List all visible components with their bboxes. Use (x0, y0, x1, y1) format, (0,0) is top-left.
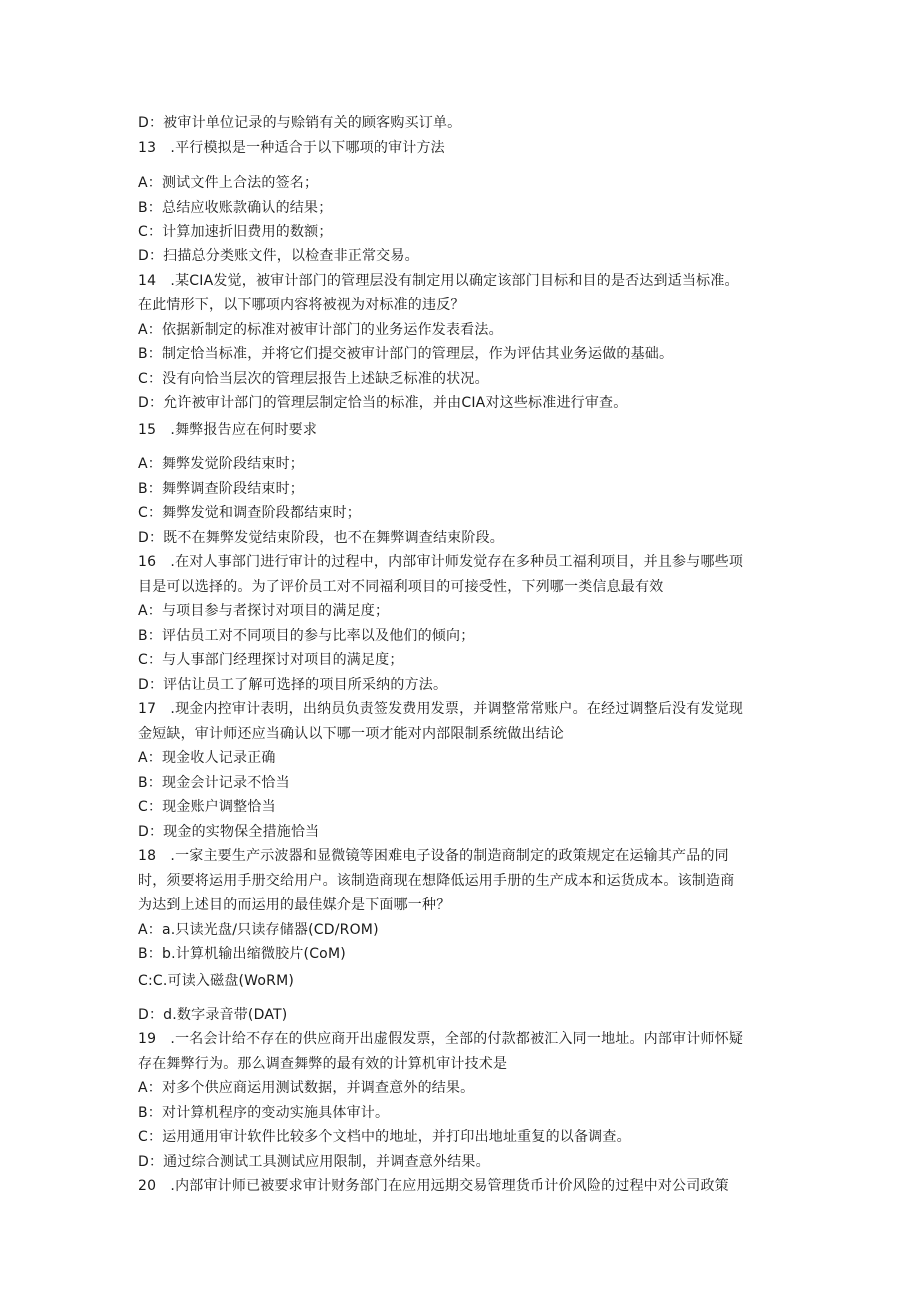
option-d-q13: D：扫描总分类账文件，以检查非正常交易。 (138, 248, 419, 264)
question-19-line-1: 19 .一名会计给不存在的供应商开出虚假发票，全部的付款都被汇入同一地址。内部审计师怀疑 (138, 1031, 744, 1047)
question-14-line-1: 14 .某CIA发觉，被审计部门的管理层没有制定用以确定该部门目标和目的是否达到适当标准。 (138, 273, 739, 289)
option-a-q17: A：现金收人记录正确 (138, 750, 276, 766)
option-c-q18: C:C.可读入磁盘(WoRM) (138, 973, 295, 989)
option-a-q14: A：依据新制定的标准对被审计部门的业务运作发表看法。 (138, 322, 503, 338)
question-13: 13 .平行模拟是一种适合于以下哪项的审计方法 (138, 140, 445, 156)
option-b-q19: B：对计算机程序的变动实施具体审计。 (138, 1105, 390, 1121)
question-18-line-3: 为达到上述目的而运用的最佳媒介是下面哪一种？ (138, 897, 451, 913)
question-19-line-2: 存在舞弊行为。那么调查舞弊的最有效的计算机审计技术是 (138, 1056, 508, 1072)
option-b-q15: B：舞弊调查阶段结束时； (138, 481, 305, 497)
question-17-line-1: 17 .现金内控审计表明，出纳员负责签发费用发票，并调整常常账户。在经过调整后没有发觉现 (138, 701, 744, 717)
option-c-q13: C：计算加速折旧费用的数额； (138, 224, 333, 240)
option-a-q19: A：对多个供应商运用测试数据，并调查意外的结果。 (138, 1080, 475, 1096)
option-d-q16: D：评估让员工了解可选择的项目所采纳的方法。 (138, 677, 448, 693)
question-15: 15 .舞弊报告应在何时要求 (138, 422, 318, 438)
question-17-line-2: 金短缺，审计师还应当确认以下哪一项才能对内部限制系统做出结论 (138, 726, 564, 742)
option-a-q13: A：测试文件上合法的签名； (138, 175, 319, 191)
option-d-q18: D：d.数字录音带(DAT) (138, 1007, 288, 1023)
option-c-q15: C：舞弊发觉和调查阶段都结束时； (138, 505, 361, 521)
question-16-line-1: 16 .在对人事部门进行审计的过程中，内部审计师发觉存在多种员工福利项目，并且参与哪些项 (138, 554, 744, 570)
option-d-q19: D：通过综合测试工具测试应用限制，并调查意外结果。 (138, 1154, 490, 1170)
option-b-q13: B：总结应收账款确认的结果； (138, 200, 333, 216)
option-c-q14: C：没有向恰当层次的管理层报告上述缺乏标准的状况。 (138, 371, 489, 387)
option-c-q16: C：与人事部门经理探讨对项目的满足度； (138, 652, 404, 668)
option-d-q17: D：现金的实物保全措施恰当 (138, 824, 320, 840)
option-d-q15: D：既不在舞弊发觉结束阶段，也不在舞弊调查结束阶段。 (138, 530, 504, 546)
question-20-line-1: 20 .内部审计师已被要求审计财务部门在应用远期交易管理货币计价风险的过程中对公司政策 (138, 1178, 729, 1194)
option-c-q19: C：运用通用审计软件比较多个文档中的地址，并打印出地址重复的以备调查。 (138, 1129, 631, 1145)
option-b-q16: B：评估员工对不同项目的参与比率以及他们的倾向； (138, 628, 475, 644)
question-16-line-2: 目是可以选择的。为了评价员工对不同福利项目的可接受性，下列哪一类信息最有效 (138, 579, 664, 595)
option-a-q18: A：a.只读光盘/只读存储器(CD/ROM) (138, 922, 379, 938)
option-b-q17: B：现金会计记录不恰当 (138, 775, 290, 791)
option-d-q14: D：允许被审计部门的管理层制定恰当的标准，并由CIA对这些标准进行审查。 (138, 395, 628, 411)
option-a-q15: A：舞弊发觉阶段结束时； (138, 456, 304, 472)
question-18-line-2: 时，须要将运用手册交给用户。该制造商现在想降低运用手册的生产成本和运货成本。该制造商 (138, 873, 735, 889)
option-d-q12: D：被审计单位记录的与赊销有关的顾客购买订单。 (138, 115, 462, 131)
option-c-q17: C：现金账户调整恰当 (138, 799, 276, 815)
question-18-line-1: 18 .一家主要生产示波器和显微镜等困难电子设备的制造商制定的政策规定在运输其产品的同 (138, 848, 729, 864)
option-b-q14: B：制定恰当标准，并将它们提交被审计部门的管理层，作为评估其业务运做的基础。 (138, 346, 674, 362)
option-a-q16: A：与项目参与者探讨对项目的满足度； (138, 603, 390, 619)
question-14-line-2: 在此情形下，以下哪项内容将被视为对标准的违反？ (138, 297, 465, 313)
option-b-q18: B：b.计算机输出缩微胶片(CoM) (138, 946, 346, 962)
